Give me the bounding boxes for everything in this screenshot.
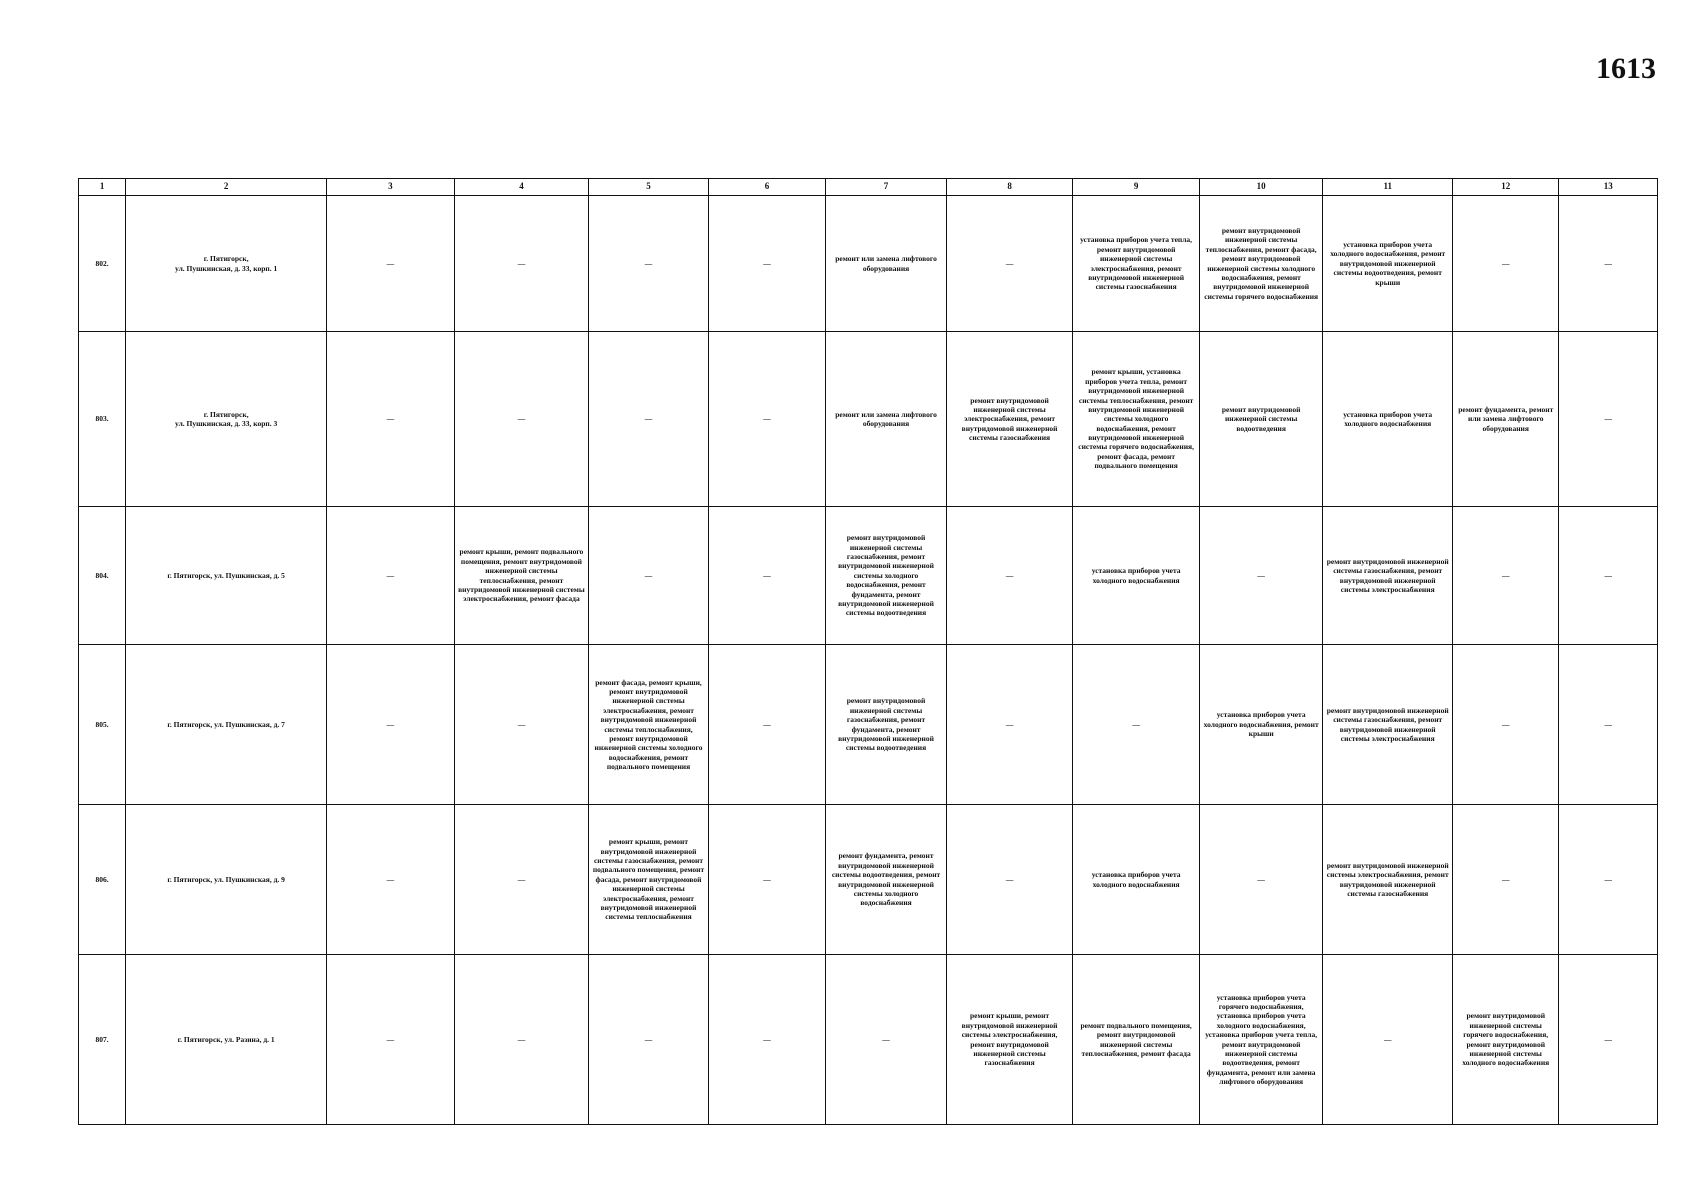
table-row — [79, 955, 1658, 1125]
empty-dash-cell: — — [1559, 196, 1658, 332]
table-row — [79, 196, 1658, 332]
column-header: 3 — [327, 179, 455, 196]
empty-dash-cell: — — [946, 507, 1073, 645]
column-header: 6 — [708, 179, 826, 196]
row-number: 802. — [79, 196, 126, 332]
empty-dash-cell: — — [589, 955, 709, 1125]
empty-dash-cell: — — [708, 645, 826, 805]
empty-dash-cell: — — [1453, 196, 1559, 332]
empty-dash-cell: — — [327, 645, 455, 805]
row-number: 806. — [79, 805, 126, 955]
table-row — [79, 645, 1658, 805]
address-cell: г. Пятигорск, ул. Пушкинская, д. 33, корп. 1 — [126, 196, 327, 332]
address-cell: г. Пятигорск, ул. Пушкинская, д. 5 — [126, 507, 327, 645]
empty-dash-cell: — — [708, 196, 826, 332]
works-cell: ремонт фундамента, ремонт или замена лифтового оборудования — [1453, 332, 1559, 507]
empty-dash-cell: — — [454, 805, 589, 955]
table-body — [79, 196, 1658, 1125]
table-row — [79, 332, 1658, 507]
empty-dash-cell: — — [946, 805, 1073, 955]
works-cell: ремонт или замена лифтового оборудования — [826, 332, 947, 507]
empty-dash-cell: — — [1073, 645, 1200, 805]
empty-dash-cell: — — [1199, 805, 1323, 955]
empty-dash-cell: — — [454, 955, 589, 1125]
column-header: 4 — [454, 179, 589, 196]
works-cell: установка приборов учета тепла, ремонт внутридомовой инженерной системы электроснабжения, ремонт внутридомовой инженерной системы газоснабжения — [1073, 196, 1200, 332]
works-cell: ремонт крыши, ремонт внутридомовой инженерной системы электроснабжения, ремонт внутридомовой инженерной системы газоснабжения — [946, 955, 1073, 1125]
empty-dash-cell: — — [1559, 955, 1658, 1125]
column-header: 11 — [1323, 179, 1453, 196]
works-cell: ремонт внутридомовой инженерной системы водоотведения — [1199, 332, 1323, 507]
column-header: 12 — [1453, 179, 1559, 196]
table-row — [79, 507, 1658, 645]
works-cell: ремонт внутридомовой инженерной системы газоснабжения, ремонт внутридомовой инженерной системы холодного водоснабжения, ремонт фундамента, ремонт внутридомовой инженерной системы водоотведения — [826, 507, 947, 645]
works-cell: установка приборов учета холодного водоснабжения, ремонт крыши — [1199, 645, 1323, 805]
empty-dash-cell: — — [708, 805, 826, 955]
address-cell: г. Пятигорск, ул. Пушкинская, д. 7 — [126, 645, 327, 805]
empty-dash-cell: — — [946, 645, 1073, 805]
empty-dash-cell: — — [708, 332, 826, 507]
works-cell: установка приборов учета холодного водоснабжения — [1073, 507, 1200, 645]
empty-dash-cell: — — [454, 645, 589, 805]
works-cell: ремонт внутридомовой инженерной системы газоснабжения, ремонт внутридомовой инженерной системы электроснабжения — [1323, 645, 1453, 805]
empty-dash-cell: — — [708, 507, 826, 645]
empty-dash-cell: — — [1453, 507, 1559, 645]
works-cell: установка приборов учета холодного водоснабжения — [1323, 332, 1453, 507]
empty-dash-cell: — — [327, 196, 455, 332]
empty-dash-cell: — — [327, 507, 455, 645]
empty-dash-cell: — — [589, 196, 709, 332]
row-number: 805. — [79, 645, 126, 805]
works-cell: ремонт внутридомовой инженерной системы электроснабжения, ремонт внутридомовой инженерной системы газоснабжения — [946, 332, 1073, 507]
empty-dash-cell: — — [946, 196, 1073, 332]
empty-dash-cell: — — [1453, 805, 1559, 955]
column-header: 2 — [126, 179, 327, 196]
column-header: 13 — [1559, 179, 1658, 196]
works-cell: ремонт фундамента, ремонт внутридомовой инженерной системы водоотведения, ремонт внутридомовой инженерной системы холодного водоснабжения — [826, 805, 947, 955]
works-cell: ремонт фасада, ремонт крыши, ремонт внутридомовой инженерной системы электроснабжения, ремонт внутридомовой инженерной системы теплоснабжения, ремонт внутридомовой инженерной системы холодного водоснабжения, ремонт подвального помещения — [589, 645, 709, 805]
column-header: 9 — [1073, 179, 1200, 196]
empty-dash-cell: — — [1559, 332, 1658, 507]
works-cell: ремонт внутридомовой инженерной системы электроснабжения, ремонт внутридомовой инженерной системы газоснабжения — [1323, 805, 1453, 955]
column-header: 10 — [1199, 179, 1323, 196]
works-cell: установка приборов учета горячего водоснабжения, установка приборов учета холодного водоснабжения, установка приборов учета тепла, ремонт внутридомовой инженерной системы водоотведения, ремонт фундамента, ремонт или замена лифтового оборудования — [1199, 955, 1323, 1125]
works-cell: ремонт внутридомовой инженерной системы газоснабжения, ремонт внутридомовой инженерной системы электроснабжения — [1323, 507, 1453, 645]
works-cell: ремонт подвального помещения, ремонт внутридомовой инженерной системы теплоснабжения, ремонт фасада — [1073, 955, 1200, 1125]
column-header: 7 — [826, 179, 947, 196]
works-cell: установка приборов учета холодного водоснабжения, ремонт внутридомовой инженерной системы водоотведения, ремонт крыши — [1323, 196, 1453, 332]
column-header: 1 — [79, 179, 126, 196]
table-row — [79, 805, 1658, 955]
empty-dash-cell: — — [327, 332, 455, 507]
empty-dash-cell: — — [1559, 507, 1658, 645]
address-cell: г. Пятигорск, ул. Пушкинская, д. 33, корп. 3 — [126, 332, 327, 507]
address-cell: г. Пятигорск, ул. Пушкинская, д. 9 — [126, 805, 327, 955]
empty-dash-cell: — — [589, 332, 709, 507]
empty-dash-cell: — — [826, 955, 947, 1125]
empty-dash-cell: — — [1323, 955, 1453, 1125]
works-cell: ремонт крыши, ремонт подвального помещения, ремонт внутридомовой инженерной системы теплоснабжения, ремонт внутридомовой инженерной системы электроснабжения, ремонт фасада — [454, 507, 589, 645]
empty-dash-cell: — — [1453, 645, 1559, 805]
empty-dash-cell: — — [589, 507, 709, 645]
column-number-row — [79, 179, 1658, 196]
works-cell: ремонт внутридомовой инженерной системы газоснабжения, ремонт фундамента, ремонт внутридомовой инженерной системы водоотведения — [826, 645, 947, 805]
empty-dash-cell: — — [1559, 805, 1658, 955]
works-cell: ремонт внутридомовой инженерной системы горячего водоснабжения, ремонт внутридомовой инженерной системы холодного водоснабжения — [1453, 955, 1559, 1125]
empty-dash-cell: — — [1559, 645, 1658, 805]
empty-dash-cell: — — [327, 955, 455, 1125]
works-cell: ремонт внутридомовой инженерной системы теплоснабжения, ремонт фасада, ремонт внутридомовой инженерной системы холодного водоснабжения, ремонт внутридомовой инженерной системы горячего водоснабжения — [1199, 196, 1323, 332]
column-header: 8 — [946, 179, 1073, 196]
row-number: 803. — [79, 332, 126, 507]
empty-dash-cell: — — [1199, 507, 1323, 645]
empty-dash-cell: — — [708, 955, 826, 1125]
works-cell: ремонт или замена лифтового оборудования — [826, 196, 947, 332]
empty-dash-cell: — — [454, 196, 589, 332]
empty-dash-cell: — — [454, 332, 589, 507]
row-number: 804. — [79, 507, 126, 645]
page-number: 1613 — [1596, 52, 1656, 85]
empty-dash-cell: — — [327, 805, 455, 955]
row-number: 807. — [79, 955, 126, 1125]
column-header: 5 — [589, 179, 709, 196]
works-table — [78, 178, 1658, 1125]
works-cell: ремонт крыши, установка приборов учета тепла, ремонт внутридомовой инженерной системы теплоснабжения, ремонт внутридомовой инженерной системы холодного водоснабжения, ремонт внутридомовой инженерной системы горячего водоснабжения, ремонт фасада, ремонт подвального помещения — [1073, 332, 1200, 507]
address-cell: г. Пятигорск, ул. Разина, д. 1 — [126, 955, 327, 1125]
works-cell: ремонт крыши, ремонт внутридомовой инженерной системы газоснабжения, ремонт подвального помещения, ремонт фасада, ремонт внутридомовой инженерной системы электроснабжения, ремонт внутридомовой инженерной системы теплоснабжения — [589, 805, 709, 955]
works-cell: установка приборов учета холодного водоснабжения — [1073, 805, 1200, 955]
